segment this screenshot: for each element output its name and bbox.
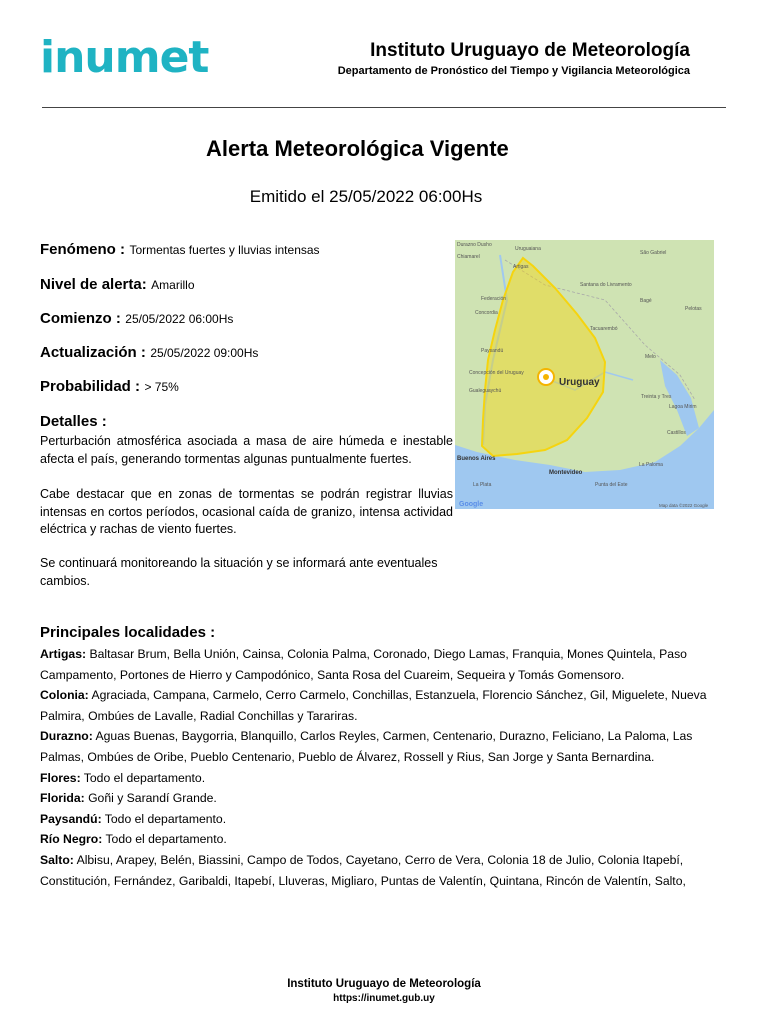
localidad-item <box>40 726 730 767</box>
field-probabilidad <box>40 378 179 396</box>
alert-title: Alerta Meteorológica Vigente <box>206 136 509 161</box>
map-place: Buenos Aires <box>457 456 496 462</box>
localidad-dept: Paysandú: <box>40 811 102 826</box>
field-value: 25/05/2022 09:00Hs <box>150 346 259 360</box>
details-paragraph: Cabe destacar que en zonas de tormentas se podrán registrar lluvias intensas en cortos períodos, ocasional caída de granizo, intensa actividad eléctrica y rachas de viento fuertes. <box>40 487 453 536</box>
field-value: Amarillo <box>151 278 195 292</box>
field-label: Nivel de alerta: <box>40 276 147 293</box>
localidad-text: Agraciada, Campana, Carmelo, Cerro Carmelo, Conchillas, Estanzuela, Florencio Sánchez, Gil, Miguelete, Nueva Palmira, Ombúes de Lavalle, Radial Conchillas y Tarariras. <box>40 688 707 723</box>
map-place: Artigas <box>513 264 529 270</box>
localidad-dept: Durazno: <box>40 729 93 744</box>
map-place: Gualeguaychú <box>469 388 502 394</box>
header-divider <box>42 107 726 108</box>
field-value: 25/05/2022 06:00Hs <box>125 312 234 326</box>
map-place: Montevideo <box>549 470 583 476</box>
map-place: Concordia <box>475 310 498 316</box>
map-place: Uruguaiana <box>515 246 541 252</box>
localidades-list <box>40 644 730 891</box>
map-copyright: Map data ©2022 Google <box>659 503 709 508</box>
map-place: Bagé <box>640 298 652 304</box>
map-place: Federación <box>481 296 507 302</box>
map-place: Lagoa Mirim <box>669 404 697 410</box>
map-place: Punta del Este <box>595 482 628 488</box>
localidad-dept: Flores: <box>40 770 81 785</box>
localidad-text: Todo el departamento. <box>80 770 206 785</box>
footer-institution: Instituto Uruguayo de Meteorología <box>287 978 481 990</box>
localidad-dept: Salto: <box>40 852 74 867</box>
map-place: Tacuarembó <box>590 326 618 332</box>
google-logo: Google <box>459 501 484 508</box>
map-place: Treinta y Tres <box>641 394 672 400</box>
field-value: Tormentas fuertes y lluvias intensas <box>129 243 320 257</box>
map-place: Paysandú <box>481 348 504 354</box>
localidad-dept: Río Negro: <box>40 832 103 847</box>
issued-date: Emitido el 25/05/2022 06:00Hs <box>249 187 483 206</box>
localidad-text: Baltasar Brum, Bella Unión, Cainsa, Colonia Palma, Coronado, Diego Lamas, Franquia, Mones Quintela, Paso Campamento, Portones de Hierro y Campodónico, Santa Rosa del Cuareim, Sequeira y Tomás Gomensoro. <box>40 647 687 682</box>
localidad-dept: Artigas: <box>40 647 87 661</box>
localidad-text: Todo el departamento. <box>101 811 227 826</box>
localidad-item <box>40 809 730 830</box>
map-country-label: Uruguay <box>559 377 600 388</box>
alert-marker-dot <box>543 374 549 380</box>
institution-title: Instituto Uruguayo de Meteorología <box>370 40 690 61</box>
footer-url-link[interactable]: https://inumet.gub.uy <box>333 993 435 1004</box>
details-paragraph: Se continuará monitoreando la situación y se informará ante eventuales cambios. <box>40 556 438 588</box>
map-place: São Gabriel <box>640 250 667 256</box>
localidad-dept: Colonia: <box>40 688 89 703</box>
map-place: Melo <box>645 354 656 360</box>
map-place: Santana do Livramento <box>580 282 632 288</box>
field-label: Comienzo : <box>40 310 121 327</box>
localidad-text: Aguas Buenas, Baygorria, Blanquillo, Carlos Reyles, Carmen, Centenario, Durazno, Feliciano, La Paloma, Las Palmas, Ombúes de Oribe, Pueblo Centenario, Pueblo de Álvarez, Rossell y Rius, San Jorge y Santa Bernardina. <box>40 729 693 764</box>
localidad-item <box>40 768 730 789</box>
field-nivel-alerta <box>40 276 195 294</box>
field-label: Actualización : <box>40 344 146 361</box>
inumet-logo: inumet <box>40 32 209 83</box>
map-place: Pelotas <box>685 306 702 312</box>
localidad-item <box>40 644 730 685</box>
localidad-text: Albisu, Arapey, Belén, Biassini, Campo de Todos, Cayetano, Cerro de Vera, Colonia 18 de Julio, Colonia Itapebí, Constitución, Fernández, Garibaldi, Itapebí, Lluveras, Migliaro, Puntas de Valentín, Quintana, Rincón de Valentín, Salto, <box>40 852 686 888</box>
localidad-text: Goñi y Sarandí Grande. <box>84 791 217 806</box>
department-subtitle: Departamento de Pronóstico del Tiempo y Vigilancia Meteorológica <box>337 65 690 77</box>
map-place: Chiamarel <box>457 254 480 260</box>
localidad-item <box>40 685 730 726</box>
field-comienzo <box>40 310 233 328</box>
details-paragraph: Perturbación atmosférica asociada a masa de aire húmeda e inestable afecta el país, generando tormentas algunas puntualmente fuertes. <box>40 434 453 466</box>
field-fenomeno <box>40 241 320 259</box>
alert-area-map <box>455 240 714 509</box>
localidad-text: Todo el departamento. <box>102 832 227 847</box>
map-place: La Plata <box>473 482 492 488</box>
field-label: Probabilidad : <box>40 378 141 395</box>
map-place: Concepción del Uruguay <box>469 370 524 376</box>
map-place: Castillos <box>667 430 686 436</box>
localidad-dept: Florida: <box>40 791 85 806</box>
field-label: Fenómeno : <box>40 241 125 258</box>
field-value: > 75% <box>144 380 179 394</box>
localidades-heading: Principales localidades : <box>40 624 216 641</box>
details-heading: Detalles : <box>40 413 107 430</box>
localidad-item <box>40 829 730 850</box>
localidad-item <box>40 850 730 891</box>
field-actualizacion <box>40 344 258 362</box>
localidad-item <box>40 788 730 809</box>
map-place: La Paloma <box>639 462 663 468</box>
map-place: Durazno Dusho <box>457 242 492 248</box>
